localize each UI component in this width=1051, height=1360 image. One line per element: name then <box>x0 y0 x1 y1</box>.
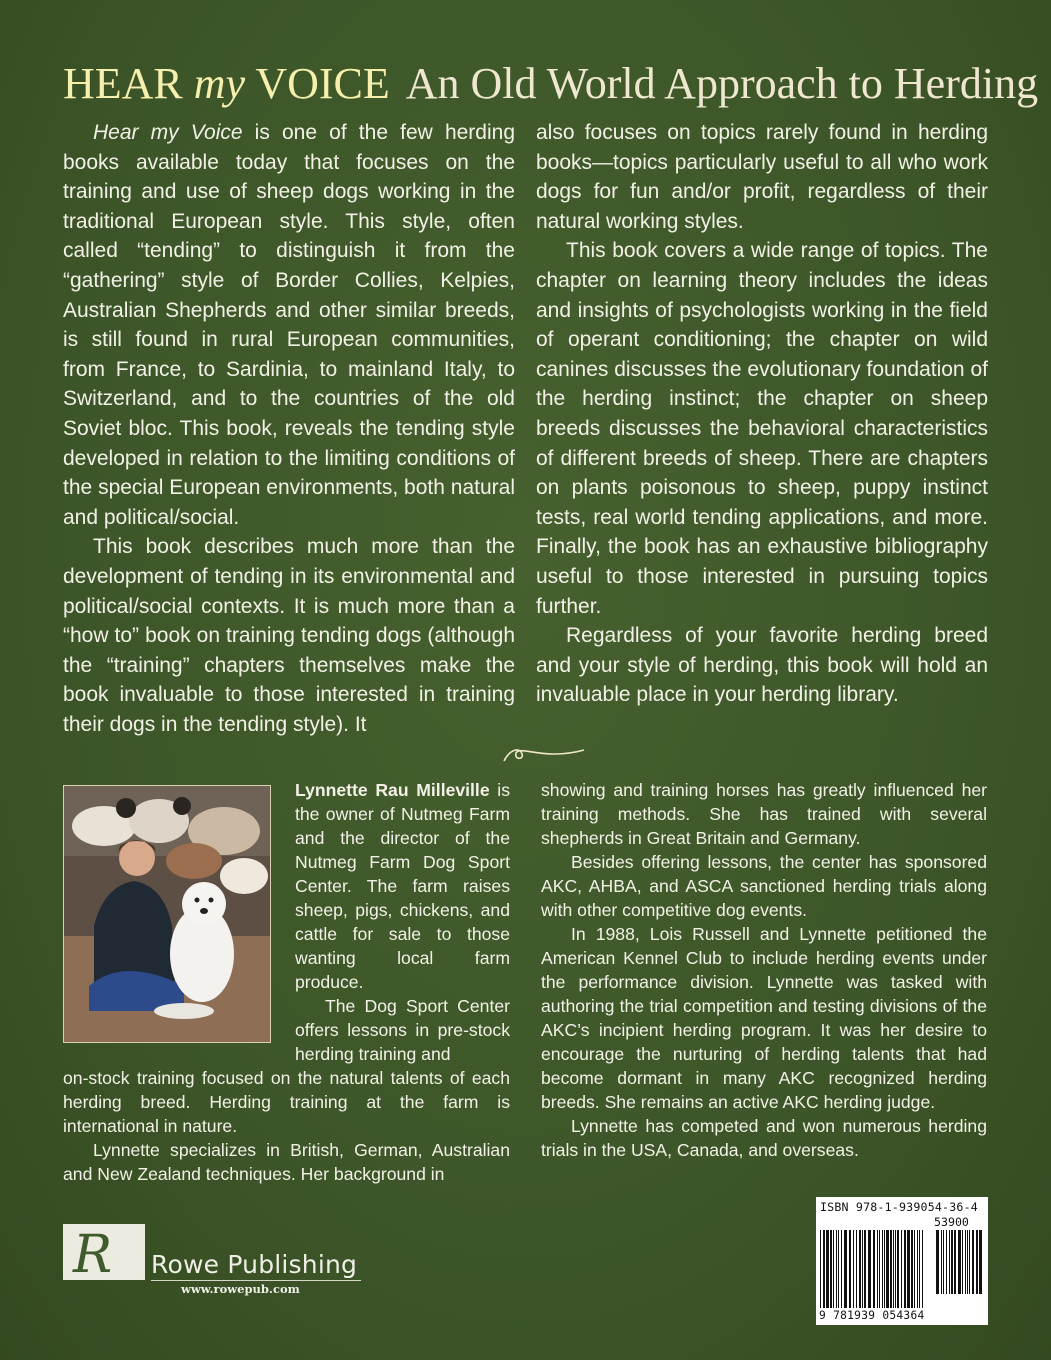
barcode-bar <box>936 1230 939 1294</box>
barcode-bar <box>951 1230 953 1294</box>
title-subtitle: An Old World Approach to Herding <box>405 59 1039 108</box>
description-column-right <box>536 118 988 710</box>
price-code: 53900 <box>934 1215 969 1229</box>
barcode-bar <box>830 1230 832 1308</box>
barcode-bar <box>890 1230 892 1308</box>
author-center-b: on-stock training focused on the natural talents of each herding breed. Herding training at the farm is international in nature. <box>63 1068 510 1136</box>
ean-barcode-bars <box>819 1230 927 1308</box>
barcode-bar <box>907 1230 910 1308</box>
barcode-bar <box>868 1230 871 1308</box>
barcode-bar <box>884 1230 885 1308</box>
cover-title <box>63 56 1039 112</box>
barcode-bar <box>946 1230 947 1294</box>
barcode-bar <box>877 1230 878 1308</box>
description-paragraph-2-continued: also focuses on topics rarely found in herding books—topics particularly useful to all who work dogs for fun and/or profit, regardless of their natural working styles. <box>536 121 988 233</box>
logo-letter: R <box>73 1225 113 1280</box>
publisher-logo <box>63 1224 145 1280</box>
barcode-bar <box>895 1230 896 1308</box>
barcode-bar <box>962 1230 963 1294</box>
author-intro: Lynnette Rau Milleville is the owner of Nutmeg Farm and the director of the Nutmeg Farm Dog Sport Center. The farm raises sheep, pigs, chickens, and cattle for sale to those wanting local farm produce. <box>295 780 510 992</box>
author-specializes: Lynnette specializes in British, German, Australian and New Zealand techniques. Her background in <box>63 1140 510 1184</box>
barcode-bar <box>967 1230 968 1294</box>
barcode-bar <box>859 1230 861 1308</box>
barcode-bar <box>826 1230 829 1308</box>
description-paragraph-1: Hear my Voice is one of the few herding books available today that focuses on the training and use of sheep dogs working in the traditional European style. This style, often called “tending” to distinguish it from the “gathering” style of Border Collies, Kelpies, Australian Shepherds and other similar breeds, is still found in rural European communities, from France, to Sardinia, to mainland Italy, to Switzerland, and to the countries of the old Soviet bloc. This book, reveals the tending style developed in relation to the limiting conditions of the special European environments, both natural and political/social. <box>63 121 516 529</box>
isbn-label: ISBN 978-1-939054-36-4 <box>820 1200 978 1214</box>
barcode-bar <box>958 1230 961 1294</box>
barcode-bar <box>965 1230 966 1294</box>
author-with-dog-photo-icon <box>64 786 270 1042</box>
barcode-bar <box>919 1230 920 1308</box>
book-title-italic: Hear my Voice <box>93 121 243 144</box>
divider-flourish-icon <box>498 741 588 767</box>
author-bio-column-right <box>541 778 987 1162</box>
barcode-bar <box>972 1230 974 1294</box>
author-history: In 1988, Lois Russell and Lynnette petitioned the American Kennel Club to include herding events under the performance division. Lynnette was tasked with authoring the trial competition and testing divisions of the AKC’s incipient herding program. It was her desire to encourage the nurturing of herding talents that had become dormant in many AKC recognized herding breeds. She remains an active AKC herding judge. <box>541 924 987 1112</box>
barcode-bar <box>823 1230 825 1308</box>
barcode-bar <box>856 1230 857 1308</box>
publisher-name: Rowe Publishing <box>151 1250 358 1279</box>
isbn-barcode <box>816 1197 988 1325</box>
barcode-bar <box>976 1230 978 1294</box>
barcode-bar <box>914 1230 915 1308</box>
barcode-bar <box>841 1230 842 1308</box>
barcode-bar <box>833 1230 834 1308</box>
author-name: Lynnette Rau Milleville <box>295 780 490 800</box>
description-paragraph-2: This book describes much more than the development of tending in its environmental and political/social contexts. It is much more than a “how to” book on training tending dogs (although the “training” chapters themselves make the book invaluable to those interested in training their dogs in the tending style). It <box>63 535 515 736</box>
author-center-a: The Dog Sport Center offers lessons in pre-stock herding training and <box>295 996 510 1064</box>
barcode-bar <box>941 1230 942 1294</box>
barcode-bar <box>838 1230 839 1308</box>
barcode-bar <box>820 1230 821 1308</box>
barcode-bar <box>904 1230 906 1308</box>
author-bio-column-bottom-left <box>63 1066 510 1186</box>
barcode-bar <box>862 1230 863 1308</box>
barcode-bar <box>901 1230 902 1308</box>
barcode-bar <box>911 1230 913 1308</box>
publisher-r-monogram-icon <box>63 1224 145 1280</box>
barcode-bar <box>917 1230 918 1308</box>
title-main: HEAR my VOICE <box>63 59 390 108</box>
barcode-bar <box>893 1230 894 1308</box>
barcode-bar <box>864 1230 866 1308</box>
description-paragraph-4: Regardless of your favorite herding breed and your style of herding, this book will hold an invaluable place in your herding library. <box>536 624 988 707</box>
publisher-url: www.rowepub.com <box>181 1282 300 1296</box>
publisher-rule <box>151 1280 361 1281</box>
ean-digits: 9 781939 054364 <box>819 1309 925 1322</box>
barcode-bar <box>879 1230 880 1308</box>
barcode-bar <box>954 1230 956 1294</box>
barcode-bar <box>886 1230 889 1308</box>
barcode-bar <box>943 1230 944 1294</box>
barcode-bar <box>882 1230 883 1308</box>
author-competed: Lynnette has competed and won numerous herding trials in the USA, Canada, and overseas. <box>541 1116 987 1160</box>
description-paragraph-3: This book covers a wide range of topics. The chapter on learning theory includes the ideas and insights of psychologists working in the field of operant conditioning; the chapter on wild canines discusses the evolutionary foundation of the herding instinct; the chapter on sheep breeds discusses the behavioral characteristics of different breeds of sheep. There are chapters on plants poisonous to sheep, puppy instinct tests, real world tending applications, and more. Finally, the book has an exhaustive bibliography useful to those interested in pursuing topics further. <box>536 239 988 618</box>
barcode-bar <box>836 1230 837 1308</box>
publisher-block <box>63 1224 363 1304</box>
barcode-bar <box>873 1230 875 1308</box>
barcode-bar <box>849 1230 851 1308</box>
author-specializes-continued: showing and training horses has greatly influenced her training methods. She has trained with several shepherds in Great Britain and Germany. <box>541 780 987 848</box>
barcode-bar <box>853 1230 854 1308</box>
author-bio-column-top-left <box>295 778 510 1066</box>
barcode-bar <box>922 1230 923 1308</box>
barcode-bar <box>969 1230 970 1294</box>
description-column-left <box>63 118 515 739</box>
barcode-bar <box>979 1230 982 1294</box>
author-photo <box>63 785 271 1043</box>
barcode-bar <box>949 1230 950 1294</box>
addon-barcode-bars <box>935 1230 985 1294</box>
barcode-bar <box>844 1230 847 1308</box>
author-lessons: Besides offering lessons, the center has sponsored AKC, AHBA, and ASCA sanctioned herding trials along with other competitive dog events. <box>541 852 987 920</box>
barcode-bar <box>897 1230 899 1308</box>
